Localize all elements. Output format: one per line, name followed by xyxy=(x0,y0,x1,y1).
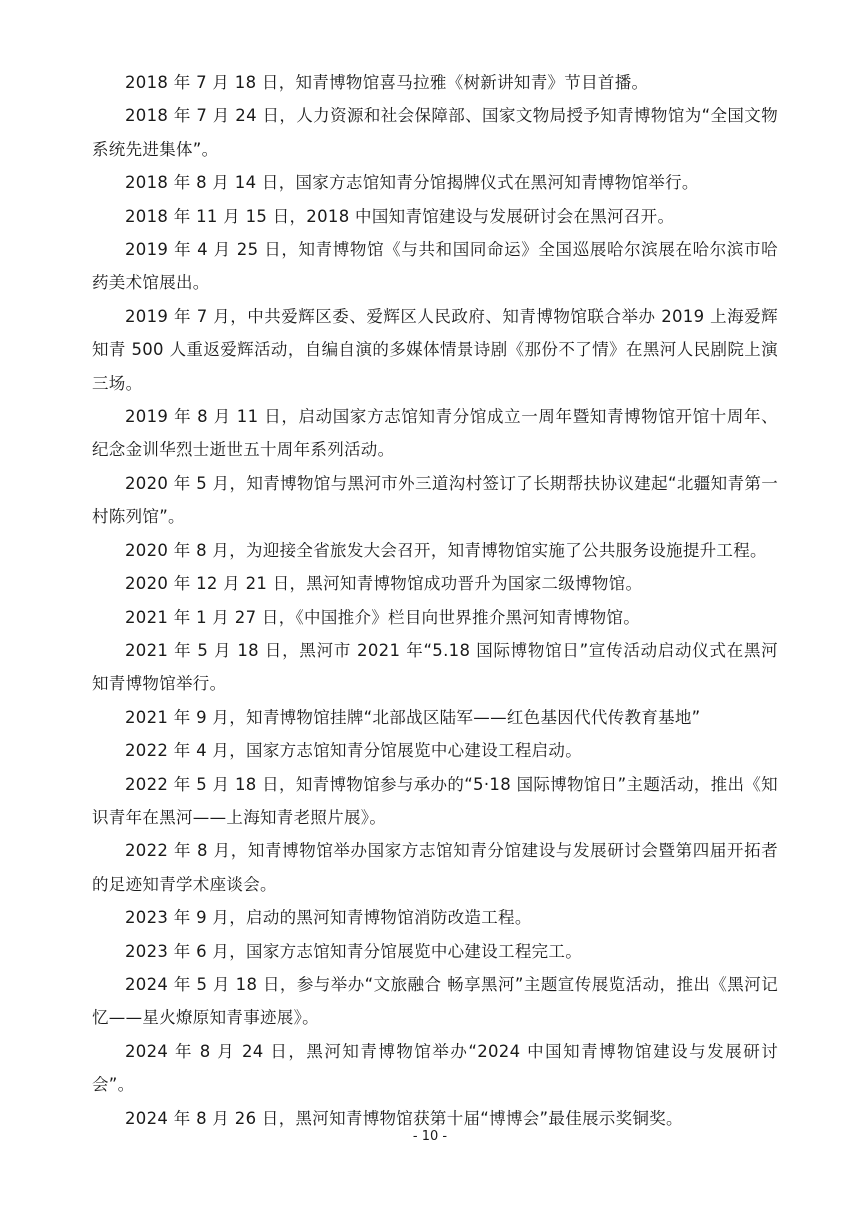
chronology-entry: 2022 年 4 月，国家方志馆知青分馆展览中心建设工程启动。 xyxy=(125,741,583,761)
chronology-entry: 2018 年 11 月 15 日，2018 中国知青馆建设与发展研讨会在黑河召开。 xyxy=(125,206,675,226)
chronology-entry: 2019 年 7 月，中共爱辉区委、爱辉区人民政府、知青博物馆联合举办 2019 上海爱辉知青 500 人重返爱辉活动，自编自演的多媒体情景诗剧《那份不了情》在黑河人民剧院上演三场。 xyxy=(92,306,778,393)
page-number: - 10 - xyxy=(412,1129,448,1144)
chronology-entry: 2022 年 5 月 18 日，知青博物馆参与承办的“5·18 国际博物馆日”主题活动，推出《知识青年在黑河——上海知青老照片展》。 xyxy=(92,774,778,827)
chronology-entry: 2020 年 5 月，知青博物馆与黑河市外三道沟村签订了长期帮扶协议建起“北疆知青第一村陈列馆”。 xyxy=(92,473,778,527)
chronology-entry: 2024 年 8 月 26 日，黑河知青博物馆获第十届“博博会”最佳展示奖铜奖。 xyxy=(125,1108,683,1128)
chronology-entry: 2021 年 9 月，知青博物馆挂牌“北部战区陆军——红色基因代代传教育基地” xyxy=(125,707,701,727)
chronology-entry: 2020 年 12 月 21 日，黑河知青博物馆成功晋升为国家二级博物馆。 xyxy=(125,574,643,594)
chronology-entry: 2018 年 7 月 24 日，人力资源和社会保障部、国家文物局授予知青博物馆为“全国文物系统先进集体”。 xyxy=(92,106,778,159)
chronology-entry: 2019 年 8 月 11 日，启动国家方志馆知青分馆成立一周年暨知青博物馆开馆十周年、纪念金训华烈士逝世五十周年系列活动。 xyxy=(92,407,778,460)
chronology-entry: 2019 年 4 月 25 日，知青博物馆《与共和国同命运》全国巡展哈尔滨展在哈尔滨市哈药美术馆展出。 xyxy=(92,240,778,293)
chronology-entry: 2022 年 8 月，知青博物馆举办国家方志馆知青分馆建设与发展研讨会暨第四届开拓者的足迹知青学术座谈会。 xyxy=(92,841,778,894)
chronology-entry: 2020 年 8 月，为迎接全省旅发大会召开，知青博物馆实施了公共服务设施提升工程。 xyxy=(125,540,767,560)
chronology-entry: 2018 年 7 月 18 日，知青博物馆喜马拉雅《树新讲知青》节目首播。 xyxy=(125,73,649,92)
chronology-entry: 2023 年 9 月，启动的黑河知青博物馆消防改造工程。 xyxy=(125,908,532,928)
chronology-entry: 2021 年 5 月 18 日，黑河市 2021 年“5.18 国际博物馆日”宣传活动启动仪式在黑河知青博物馆举行。 xyxy=(92,640,778,694)
chronology-entry: 2021 年 1 月 27 日，《中国推介》栏目向世界推介黑河知青博物馆。 xyxy=(125,607,641,627)
chronology-text xyxy=(92,66,778,1135)
chronology-entry: 2023 年 6 月，国家方志馆知青分馆展览中心建设工程完工。 xyxy=(125,941,583,961)
chronology-entry: 2024 年 5 月 18 日，参与举办“文旅融合 畅享黑河”主题宣传展览活动，推出《黑河记忆——星火燎原知青事迹展》。 xyxy=(92,974,778,1028)
chronology-entry: 2018 年 8 月 14 日，国家方志馆知青分馆揭牌仪式在黑河知青博物馆举行。 xyxy=(125,173,699,193)
chronology-entry: 2024 年 8 月 24 日，黑河知青博物馆举办“2024 中国知青博物馆建设与发展研讨会”。 xyxy=(92,1041,778,1095)
